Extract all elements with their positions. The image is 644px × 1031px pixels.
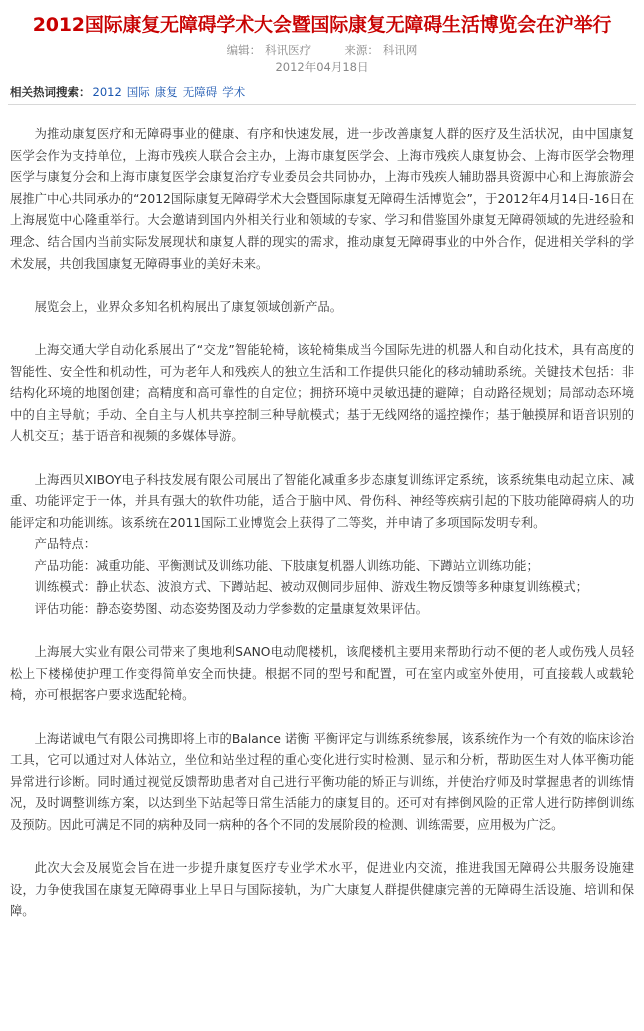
body-paragraph-exhibition: 展览会上，业界众多知名机构展出了康复领域创新产品。 <box>34 299 343 314</box>
tag-link-accessibility[interactable]: 无障碍 <box>182 85 218 99</box>
body-paragraph-xiboy-system: 上海西贝XIBOY电子科技发展有限公司展出了智能化减重多步态康复训练评定系统，该系统集电动起立床、减重、功能评定于一体，并具有强大的软件功能，适合于脑中风、骨伤科、神经等疾病引起的下肢功能障碍病人的功能评定和功能训练。该系统在2011国际工业博览会上获得了二等奖，并申请了多项国际发明专利。 <box>10 472 634 530</box>
related-keywords <box>8 85 636 105</box>
tag-link-international[interactable]: 国际 <box>126 85 150 99</box>
feature-assessment: 评估功能：静态姿势图、动态姿势图及动力学参数的定量康复效果评估。 <box>34 602 429 617</box>
feature-training-modes: 训练模式：静止状态、波浪方式、下蹲站起、被动双侧同步屈伸、游戏生物反馈等多种康复训练模式； <box>34 580 588 595</box>
feature-product-functions: 产品功能：减重功能、平衡测试及训练功能、下肢康复机器人训练功能、下蹲站立训练功能； <box>34 558 539 573</box>
article-body <box>10 124 634 923</box>
tag-link-rehabilitation[interactable]: 康复 <box>154 85 178 99</box>
body-paragraph-balance-system: 上海诺诚电气有限公司携即将上市的Balance 诺衡 平衡评定与训练系统参展，该系统作为一个有效的临床诊治工具，它可以通过对人体站立，坐位和站坐过程的重心变化进行实时检测、显示和分析，帮助医生对人体平衡功能异常进行诊断。同时通过视觉反馈帮助患者对自己进行平衡功能的矫正与训练，并使治疗师及时掌握患者的训练情况，及时调整训练方案，以达到坐下站起等日常生活能力的康复目的。还可对有摔倒风险的正常人进行防摔倒训练及预防。因此可满足不同的病种及同一病种的各个不同的发展阶段的检测、训练需要，应用极为广泛。 <box>10 731 634 832</box>
publish-date: 2012年04月18日 <box>275 60 369 74</box>
body-paragraph-jiaolong-wheelchair: 上海交通大学自动化系展出了“交龙”智能轮椅，该轮椅集成当今国际先进的机器人和自动化技术，具有高度的智能性、安全性和机动性，可为老年人和残疾人的独立生活和工作提供只能化的移动辅助系统。关键技术包括：非结构化环境的地图创建；高精度和高可靠性的自定位；拥挤环境中灵敏迅捷的避障；自动路径规划；局部动态环境中的自主导航；手动、全自主与人机共享控制三种导航模式；基于无线网络的遥控操作；基于触摸屏和语音识别的人机交互；基于语音和视频的多媒体导游。 <box>10 342 634 444</box>
editor-label: 编辑： <box>226 43 262 57</box>
body-paragraph-stair-climber: 上海展大实业有限公司带来了奥地利SANO电动爬楼机，该爬楼机主要用来帮助行动不便的老人或伤残人员轻松上下楼梯使护理工作变得简单安全而快捷。根据不同的型号和配置，可在室内或室外使用，可直接载人或载轮椅，亦可根据客户要求选配轮椅。 <box>10 645 634 703</box>
article-title: 2012国际康复无障碍学术大会暨国际康复无障碍生活博览会在沪举行 <box>32 14 612 36</box>
body-paragraph-conclusion: 此次大会及展览会旨在进一步提升康复医疗专业学术水平，促进业内交流，推进我国无障碍公共服务设施建设，力争使我国在康复无障碍事业上早日与国际接轨，为广大康复人群提供健康完善的无障碍生活设施、培训和保障。 <box>10 861 634 919</box>
tag-link-academic[interactable]: 学术 <box>222 85 246 99</box>
editor-name: 科讯医疗 <box>265 43 312 57</box>
source-label: 来源： <box>344 43 379 57</box>
related-label: 相关热词搜索： <box>10 85 91 99</box>
source-name: 科讯网 <box>382 43 418 57</box>
features-heading: 产品特点： <box>34 537 97 552</box>
tag-link-2012[interactable]: 2012 <box>92 85 122 99</box>
article-meta <box>0 43 644 58</box>
body-paragraph-intro: 为推动康复医疗和无障碍事业的健康、有序和快速发展，进一步改善康复人群的医疗及生活状况，由中国康复医学会作为支持单位，上海市残疾人联合会主办，上海市康复医学会、上海市残疾人康复协会、上海市医学会物理医学与康复分会和上海市康复医学会康复治疗专业委员会共同协办，上海市残疾人辅助器具资源中心和上海旅游会展推广中心共同承办的“2012国际康复无障碍学术大会暨国际康复无障碍生活博览会”，于2012年4月14日-16日在上海展览中心隆重举行。大会邀请到国内外相关行业和领域的专家、学习和借鉴国外康复无障碍领域的先进经验和理念、结合国内当前实际发展现状和康复人群的现实的需求，推动康复无障碍事业的中外合作，促进相关学科的学术发展，共创我国康复无障碍事业的美好未来。 <box>10 127 634 271</box>
